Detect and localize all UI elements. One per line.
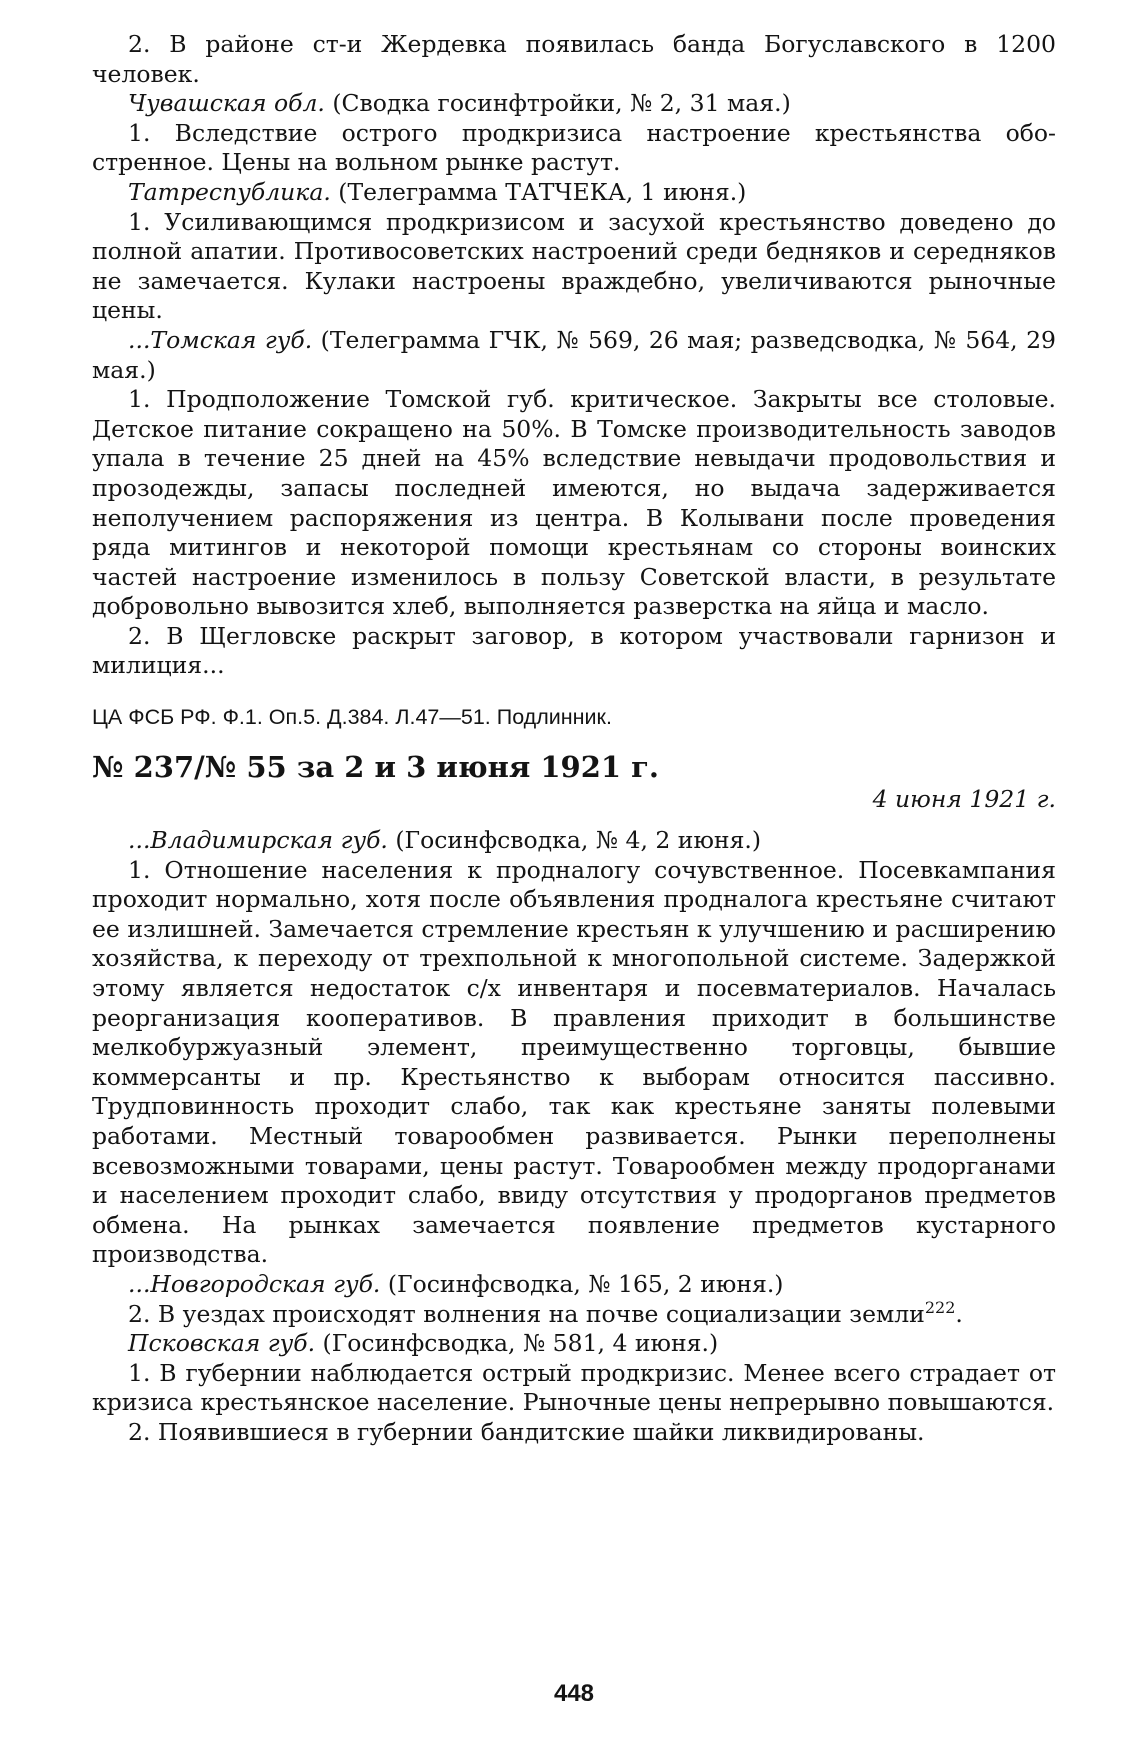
archive-reference: ЦА ФСБ РФ. Ф.1. Оп.5. Д.384. Л.47—51. Подлинник. xyxy=(92,705,612,730)
source-reference: (Госинфсводка, № 165, 2 июня.) xyxy=(380,1269,784,1298)
source-chuvash xyxy=(92,89,1056,119)
page-number: 448 xyxy=(553,1680,595,1707)
region-name: Псковская губ. xyxy=(128,1329,316,1358)
region-name: ...Томская губ. xyxy=(128,325,313,354)
paragraph-tomsk-1: 1. Продположение Томской губ. критическое. Закрыты все столовые. Детское питание сокращено на 50%. В Томске производительность заводов упала в течение 25 дней на 45% вследствие невыдачи продовольствия и прозодежды, запасы последней имеются, но выдача задерживается неполучением распоряжения из центра. В Колывани после проведения ряда митингов и некоторой помощи крестьянам со стороны воинских частей настроение изменилось в пользу Советской власти, в результате добровольно вывозится хлеб, выполняется разверстка на яйца и масло. xyxy=(92,385,1056,621)
paragraph-tail: . xyxy=(955,1299,963,1328)
document-date: 4 июня 1921 г. xyxy=(872,785,1056,814)
paragraph-chuvash-1: 1. Вследствие острого продкризиса настроение крестьянства обостренное. Цены на вольном рынке растут. xyxy=(92,118,1056,177)
region-name: Чувашская обл. xyxy=(128,89,325,118)
region-name: Татреспублика. xyxy=(128,177,331,206)
source-reference: (Сводка госинфтройки, № 2, 31 мая.) xyxy=(324,89,791,118)
paragraph-novgorod-2 xyxy=(92,1297,1056,1330)
source-reference: (Госинфсводка, № 4, 2 июня.) xyxy=(387,826,762,855)
paragraph-pskov-1: 1. В губернии наблюдается острый продкризис. Менее всего страдает от кризиса крестьянское население. Рыночные цены непрерывно повышаются. xyxy=(92,1358,1056,1417)
source-reference: (Телеграмма ТАТЧЕКА, 1 июня.) xyxy=(330,177,747,206)
region-name: ...Новгородская губ. xyxy=(128,1269,381,1298)
paragraph-pskov-2: 2. Появившиеся в губернии бандитские шайки ликвидированы. xyxy=(128,1417,925,1446)
paragraph-text: 2. В уездах происходят волнения на почве социализации земли xyxy=(128,1299,925,1328)
paragraph-zherdevka-band: 2. В районе ст-и Жердевка появилась банда Богуславского в 1200 человек. xyxy=(92,30,1056,88)
document-title: № 237/№ 55 за 2 и 3 июня 1921 г. xyxy=(92,750,660,785)
source-vladimir xyxy=(92,826,1056,856)
region-name: ...Владимирская губ. xyxy=(128,826,388,855)
paragraph-tatrespublika-1: 1. Усиливающимся продкризисом и засухой крестьянство доведено до полной апатии. Противосоветских настроений среди бедняков и середняков не замечается. Кулаки настроены враждебно, увеличиваются рыночные цены. xyxy=(92,207,1056,325)
paragraph-tomsk-2: 2. В Щегловске раскрыт заговор, в котором участвовали гарнизон и милиция... xyxy=(92,621,1056,680)
footnote-ref[interactable]: 222 xyxy=(924,1297,956,1317)
paragraph-vladimir-1: 1. Отношение населения к продналогу сочувственное. Посевкампания проходит нормально, хотя после объявления продналога крестьяне считают ее излишней. Замечается стремление крестьян к улучшению и расширению хозяйства, к переходу от трехпольной к многопольной системе. Задержкой этому является недостаток с/х инвентаря и посевматериалов. Началась реорганизация кооперативов. В правления приходит в большинстве мелкобуржуазный элемент, преимущественно торговцы, бывшие коммерсанты и пр. Крестьянство к выборам относится пассивно. Трудповинность проходит слабо, так как крестьяне заняты полевыми работами. Местный товарообмен развивается. Рынки переполнены всевозможными товарами, цены растут. Товарообмен между продорганами и населением проходит слабо, ввиду отсутствия у продорганов предметов обмена. На рынках замечается появление предметов кустарного производства. xyxy=(92,855,1056,1269)
source-pskov xyxy=(92,1329,1056,1359)
document-page xyxy=(92,30,1056,1730)
source-novgorod xyxy=(92,1270,1056,1300)
source-tatrespublika xyxy=(92,178,1056,208)
source-reference: (Госинфсводка, № 581, 4 июня.) xyxy=(315,1329,719,1358)
source-tomsk xyxy=(92,326,1056,385)
source-reference: (Телеграмма ГЧК, № 569, 26 мая; разведсводка, № 564, 29 мая.) xyxy=(92,325,1056,384)
